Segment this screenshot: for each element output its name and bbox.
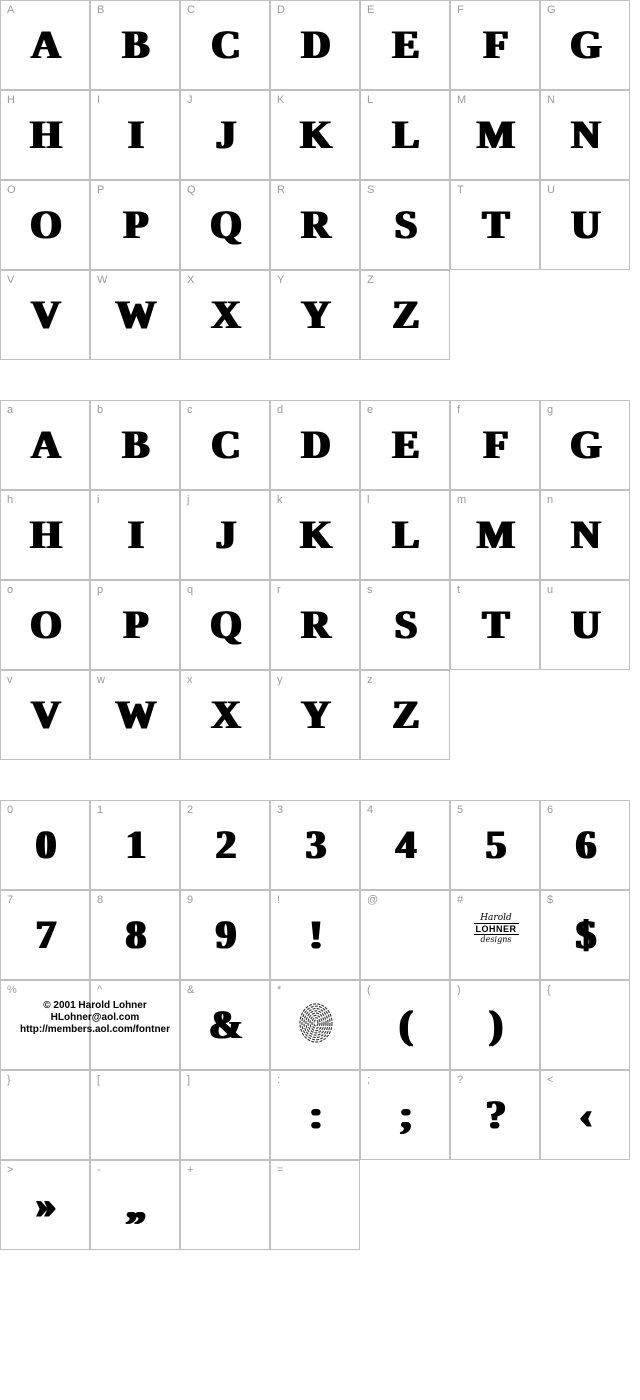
glyph-sample: S [394,202,416,247]
glyph-cell [360,580,450,670]
glyph-sample: N [571,112,599,157]
glyph-sample: J [216,512,234,557]
glyph-key-label: ( [367,984,371,996]
glyph-sample: Y [301,692,329,737]
glyph-sample: 9 [216,912,234,957]
glyph-sample [541,995,629,1055]
glyph-sample: P [123,602,147,647]
glyph-key-label: < [547,1074,554,1086]
glyph-cell [0,890,90,980]
glyph-sample: J [216,112,234,157]
glyph-cell [180,270,270,360]
glyph-cell [0,580,90,670]
glyph-cell [450,580,540,670]
glyph-sample: I [128,512,142,557]
glyph-cell [90,890,180,980]
glyph-key-label: M [457,94,467,106]
glyph-key-label: 7 [7,894,14,906]
glyph-sample: W [116,692,154,737]
glyph-cell [540,180,630,270]
glyph-cell [540,890,630,980]
glyph-key-label: t [457,584,461,596]
glyph-sample: F [483,422,507,467]
glyph-cell [540,980,630,1070]
glyph-cell [90,1070,180,1160]
glyph-cell [90,580,180,670]
glyph-sample: ! [309,912,321,957]
credit-email: HLohner@aol.com [50,1012,140,1023]
glyph-key-label: h [7,494,14,506]
glyph-sample: B [122,422,148,467]
glyph-sample: M [477,512,513,557]
glyph-cell [270,0,360,90]
logo-name: LOHNER [475,923,517,934]
glyph-sample: G [570,22,600,67]
glyph-cell [540,580,630,670]
lohner-logo [471,907,521,949]
glyph-cell [90,0,180,90]
glyph-sample: N [571,512,599,557]
glyph-sample: R [301,202,329,247]
glyph-cell [540,0,630,90]
glyph-sample: K [300,112,330,157]
glyph-key-label: g [547,404,554,416]
glyph-cell [540,400,630,490]
glyph-cell [0,1070,90,1160]
glyph-key-label: u [547,584,554,596]
glyph-cell [450,980,540,1070]
logo-designs: designs [480,934,512,944]
glyph-cell [270,800,360,890]
glyph-key-label: U [547,184,555,196]
glyph-key-label: @ [367,894,379,906]
glyph-key-label: 1 [97,804,104,816]
glyph-sample: X [211,292,239,337]
glyph-sample: 0 [36,822,54,867]
glyph-sample [91,1085,179,1145]
glyph-cell [540,800,630,890]
glyph-key-label: z [367,674,373,686]
glyph-sample: 3 [306,822,324,867]
glyph-sample: ( [399,1002,411,1047]
glyph-key-label: } [7,1074,11,1086]
glyph-cell [270,1160,360,1250]
fingerprint-icon [299,1003,333,1043]
glyph-cell [360,670,450,760]
glyph-sample: 6 [576,822,594,867]
glyph-sample [181,1085,269,1145]
glyph-sample [1,1085,89,1145]
glyph-key-label: E [367,4,375,16]
glyph-cell [180,400,270,490]
glyph-key-label: > [7,1164,14,1176]
glyph-key-label: B [97,4,105,16]
glyph-key-label: ] [187,1074,191,1086]
glyph-key-label: b [97,404,104,416]
glyph-key-label: j [187,494,190,506]
glyph-key-label: y [277,674,283,686]
glyph-key-label: : [277,1074,281,1086]
glyph-key-label: F [457,4,464,16]
glyph-sample: ; [399,1092,411,1137]
glyph-cell [90,400,180,490]
glyph-key-label: S [367,184,375,196]
glyph-key-label: Z [367,274,374,286]
glyph-sample: X [211,692,239,737]
glyph-sample: Q [210,602,240,647]
glyph-sample: G [570,422,600,467]
glyph-cell [360,0,450,90]
glyph-cell [90,180,180,270]
glyph-cell [540,90,630,180]
glyph-key-label: p [97,584,104,596]
glyph-cell [90,670,180,760]
glyph-cell [180,0,270,90]
glyph-cell [450,90,540,180]
glyph-sample: F [483,22,507,67]
glyph-cell [270,180,360,270]
glyph-cell [270,1070,360,1160]
glyph-sample: P [123,202,147,247]
glyph-sample: B [122,22,148,67]
glyph-cell [90,270,180,360]
glyph-cell [0,800,90,890]
glyph-key-label: T [457,184,464,196]
glyph-cell [180,1070,270,1160]
glyph-sample: „ [126,1182,144,1227]
glyph-key-label: = [277,1164,284,1176]
glyph-cell [90,800,180,890]
glyph-cell [360,90,450,180]
glyph-cell [0,670,90,760]
glyph-key-label: 4 [367,804,374,816]
glyph-key-label: { [547,984,551,996]
glyph-key-label: O [7,184,16,196]
glyph-sample: Z [392,292,418,337]
glyph-sample: V [31,292,59,337]
glyph-cell [0,180,90,270]
glyph-cell [180,890,270,980]
glyph-cell [270,270,360,360]
glyph-sample: U [571,202,599,247]
glyph-key-label: k [277,494,283,506]
glyph-key-label: + [187,1164,194,1176]
glyph-sample: 2 [216,822,234,867]
glyph-sample: R [301,602,329,647]
glyph-cell [180,980,270,1070]
glyph-sample: L [392,512,418,557]
glyph-key-label: $ [547,894,554,906]
glyph-cell [360,800,450,890]
glyph-sample: ‹ [579,1092,591,1137]
glyph-key-label: [ [97,1074,101,1086]
glyph-sample: U [571,602,599,647]
glyph-cell [450,800,540,890]
glyph-sample: 1 [126,822,144,867]
glyph-key-label: 3 [277,804,284,816]
glyph-key-label: % [7,984,17,996]
glyph-sample [181,1175,269,1235]
glyph-cell [450,490,540,580]
glyph-key-label: - [97,1164,101,1176]
glyph-sample: E [392,22,418,67]
glyph-cell [450,180,540,270]
glyph-cell [0,1160,90,1250]
glyph-cell [270,670,360,760]
glyph-cell [90,90,180,180]
glyph-sample: L [392,112,418,157]
glyph-sample: E [392,422,418,467]
glyph-key-label: q [187,584,194,596]
glyph-cell [540,490,630,580]
glyph-key-label: * [277,984,282,996]
glyph-sample: $ [576,912,594,957]
credit-text [0,1000,190,1036]
glyph-sample: H [30,512,60,557]
glyph-key-label: s [367,584,373,596]
glyph-cell [0,400,90,490]
glyph-key-label: 8 [97,894,104,906]
glyph-key-label: ^ [97,984,103,996]
glyph-key-label: x [187,674,193,686]
glyph-key-label: c [187,404,193,416]
glyph-cell [270,890,360,980]
glyph-sample: 5 [486,822,504,867]
glyph-key-label: G [547,4,556,16]
glyph-cell [0,490,90,580]
glyph-key-label: D [277,4,285,16]
glyph-key-label: # [457,894,464,906]
glyph-sample: T [482,202,508,247]
glyph-key-label: J [187,94,193,106]
glyph-sample: C [211,422,239,467]
glyph-key-label: 5 [457,804,464,816]
glyph-key-label: A [7,4,15,16]
glyph-key-label: H [7,94,15,106]
glyph-key-label: R [277,184,285,196]
glyph-key-label: 0 [7,804,14,816]
glyph-key-label: o [7,584,14,596]
glyph-key-label: ? [457,1074,464,1086]
glyph-key-label: X [187,274,195,286]
glyph-sample: Q [210,202,240,247]
glyph-cell [270,580,360,670]
glyph-key-label: v [7,674,13,686]
glyph-key-label: r [277,584,281,596]
glyph-cell [0,0,90,90]
credit-copyright: © 2001 Harold Lohner [43,1000,147,1011]
glyph-cell [540,1070,630,1160]
glyph-cell [270,980,360,1070]
credit-url: http://members.aol.com/fontner [19,1024,170,1035]
glyph-cell [360,490,450,580]
glyph-cell [270,400,360,490]
glyph-cell [180,1160,270,1250]
glyph-key-label: f [457,404,461,416]
glyph-cell [360,180,450,270]
glyph-cell [270,490,360,580]
glyph-cell [450,400,540,490]
glyph-key-label: W [97,274,108,286]
glyph-sample: T [482,602,508,647]
glyph-sample: O [30,602,60,647]
glyph-key-label: N [547,94,555,106]
glyph-cell [450,890,540,980]
glyph-sample: S [394,602,416,647]
glyph-sample: Z [392,692,418,737]
glyph-key-label: 2 [187,804,194,816]
glyph-key-label: e [367,404,374,416]
glyph-cell [180,180,270,270]
glyph-key-label: ! [277,894,281,906]
glyph-key-label: a [7,404,14,416]
glyph-cell [90,490,180,580]
glyph-key-label: w [97,674,105,686]
glyph-cell [360,890,450,980]
glyph-key-label: i [97,494,100,506]
glyph-sample: C [211,22,239,67]
glyph-sample: Y [301,292,329,337]
glyph-cell [360,1070,450,1160]
glyph-key-label: Y [277,274,285,286]
glyph-sample: O [30,202,60,247]
glyph-sample: I [128,112,142,157]
glyph-sample: 4 [396,822,414,867]
glyph-key-label: L [367,94,374,106]
glyph-cell [180,670,270,760]
glyph-sample: ) [489,1002,501,1047]
glyph-sample: : [309,1092,321,1137]
glyph-sample: ? [486,1092,504,1137]
glyph-cell [360,270,450,360]
logo-script: Harold [480,912,512,923]
glyph-key-label: l [367,494,370,506]
glyph-cell [360,980,450,1070]
glyph-sample: » [36,1182,54,1227]
glyph-cell [450,0,540,90]
glyph-key-label: n [547,494,554,506]
glyph-key-label: C [187,4,195,16]
glyph-sample: M [477,112,513,157]
glyph-cell [0,270,90,360]
glyph-key-label: m [457,494,467,506]
glyph-sample: D [301,22,329,67]
glyph-key-label: ; [367,1074,371,1086]
glyph-key-label: ) [457,984,461,996]
glyph-cell [90,1160,180,1250]
glyph-sample: & [209,1002,241,1047]
glyph-cell [180,800,270,890]
glyph-sample: 7 [36,912,54,957]
glyph-cell [180,580,270,670]
glyph-cell [0,90,90,180]
glyph-sample: A [31,422,59,467]
glyph-sample: W [116,292,154,337]
glyph-sample: H [30,112,60,157]
glyph-cell [450,1070,540,1160]
glyph-sample: D [301,422,329,467]
glyph-sample: V [31,692,59,737]
glyph-key-label: & [187,984,195,996]
glyph-key-label: 9 [187,894,194,906]
glyph-cell [270,90,360,180]
glyph-sample: A [31,22,59,67]
glyph-sample [271,1175,359,1235]
glyph-sample: K [300,512,330,557]
glyph-sample: 8 [126,912,144,957]
glyph-cell [180,490,270,580]
glyph-key-label: d [277,404,284,416]
glyph-key-label: V [7,274,15,286]
glyph-sample [361,905,449,965]
glyph-cell [360,400,450,490]
glyph-key-label: 6 [547,804,554,816]
glyph-key-label: I [97,94,101,106]
glyph-key-label: K [277,94,285,106]
glyph-key-label: Q [187,184,196,196]
glyph-cell [180,90,270,180]
glyph-key-label: P [97,184,105,196]
